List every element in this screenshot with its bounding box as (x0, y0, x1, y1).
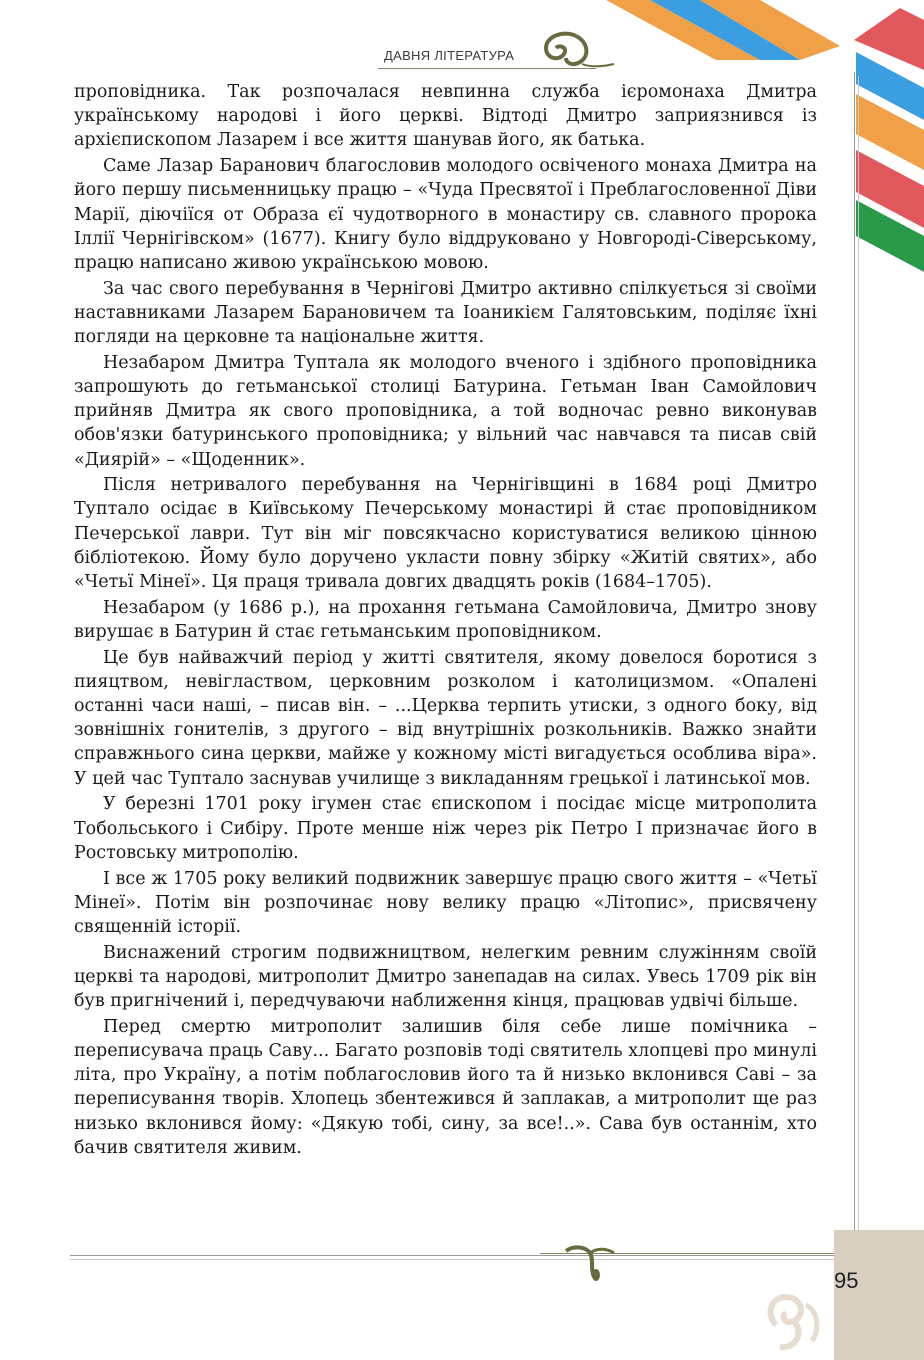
leaf-ornament-icon (560, 1243, 620, 1283)
page-number: 95 (834, 1268, 859, 1293)
swirl-ornament-icon (756, 1285, 826, 1355)
paragraph: Перед смертю митрополит залишив біля себе лише помічника – переписувача праць Саву... Багато розповів тоді святитель хлопцеві про минулі літа, про Україну, а потім поблагословив його та й низько вклонився Саві – за переписування творів. Хлопець збентежився й заплакав, а митрополит ще раз низько вклонився йому: «Дякую тобі, сину, за все!..». Сава був останнім, хто бачив святителя живим. (74, 1016, 817, 1158)
paragraph: Незабаром Дмитра Туптала як молодого вченого і здібного проповідника запрошують до гетьманської столиці Батурина. Гетьман Іван Самойлович прийняв Дмитра як свого проповідника, а той водночас ревно виконував обов'язки батуринського проповідника; у вільний час навчався та писав свій «Диярій» – «Щоденник». (74, 352, 817, 470)
scroll-ornament-icon (536, 30, 616, 72)
page-number-panel (834, 1230, 924, 1360)
paragraph: І все ж 1705 року великий подвижник завершує працю свого життя – «Четьї Мінеї». Потім він розпочинає нову велику працю «Літопис», присвячену священній історії. (74, 868, 817, 937)
article-body (74, 80, 817, 1161)
paragraph: Виснажений строгим подвижництвом, нелегким ревним служінням своїй церкві та народові, митрополит Дмитро занепадав на силах. Увесь 1709 рік він був пригнічений і, передчуваючи наближення кінця, працював удвічі більше. (74, 942, 817, 1012)
paragraph: За час свого перебування в Чернігові Дмитро активно спілкується зі своїми наставниками Лазарем Барановичем та Іоаникієм Галятовським, поділяє їхні погляди на церковне та національне життя. (74, 278, 817, 348)
paragraph: У березні 1701 року ігумен стає єпископом і посідає місце митрополита Тобольського і Сибіру. Проте менше ніж через рік Петро І призначає його в Ростовську митрополію. (74, 794, 817, 863)
paragraph: Після нетривалого перебування на Чернігівщині в 1684 році Дмитро Туптало осідає в Київському Печерському монастирі й стає проповідником Печерської лаври. Тут він міг повсякчасно користуватися великою цінною бібліотекою. Йому було доручено укласти повну збірку «Житій святих», або «Четьї Мінеї». Ця праця тривала довгих двадцять років (1684–1705). (74, 475, 817, 593)
paragraph: проповідника. Так розпочалася невпинна служба ієромонаха Дмитра українському народові і його церкві. Відтоді Дмитро заприязнився із архієпископом Лазарем і все життя шанував його, як батька. (74, 82, 817, 151)
section-title: ДАВНЯ ЛІТЕРАТУРА (384, 48, 515, 63)
paragraph: Незабаром (у 1686 р.), на прохання гетьмана Самойловича, Дмитро знову вирушає в Батурин й стає гетьманським проповідником. (74, 597, 817, 642)
paragraph: Саме Лазар Баранович благословив молодого освіченого монаха Дмитра на його першу письменницьку працю – «Чуда Пресвятої і Преблагословенної Діви Марії, діючіїся от Образа єї чудотворного в монастиру св. славного пророка Іллії Чернігівском» (1677). Книгу було віддруковано у Новгороді-Сіверському, працю написано живою українською мовою. (74, 156, 817, 273)
paragraph: Це був найважчий період у житті святителя, якому довелося боротися з пияцтвом, невіглаством, церковним розколом і католицизмом. «Опалені останні часи наші, – писав він. – ...Церква терпить утиски, з одного боку, від зовнішніх гонителів, з другого – від внутрішніх розкольників. Важко знайти справжнього сина церкви, майже у кожному місті вигадується особлива віра». У цей час Туптало заснував училище з викладанням грецької і латинської мов. (74, 647, 817, 789)
